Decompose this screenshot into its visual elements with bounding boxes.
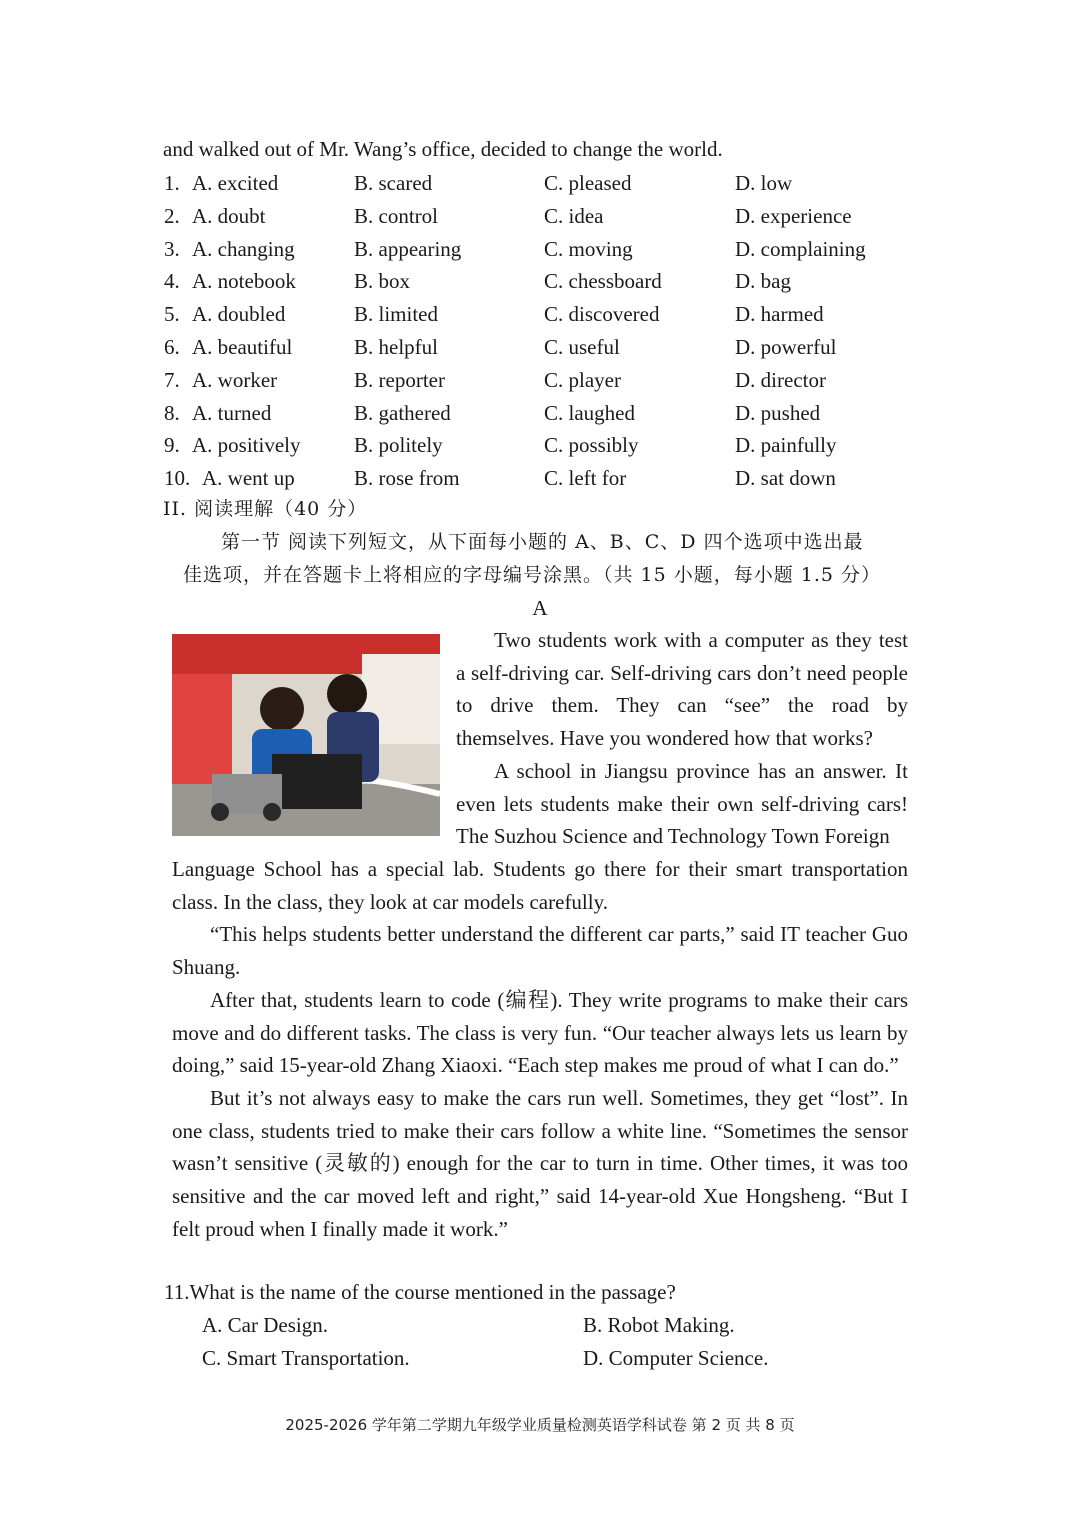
question-11-option-a: A. Car Design.: [202, 1313, 328, 1337]
option-b: B. gathered: [354, 400, 451, 425]
option-c: C. player: [544, 367, 621, 392]
option-a: A. excited: [192, 171, 279, 195]
option-a: A. turned: [192, 400, 272, 425]
option-c: C. discovered: [544, 302, 660, 327]
option-b: B. appearing: [354, 236, 462, 261]
cloze-row: [164, 168, 924, 201]
option-c: C. pleased: [544, 171, 632, 195]
option-a: A. went up: [202, 466, 295, 491]
option-c: C. chessboard: [544, 269, 662, 294]
cloze-number: 10.: [164, 466, 191, 491]
cloze-row: [164, 365, 924, 398]
option-b: B. limited: [354, 302, 438, 327]
cloze-number: 8.: [164, 400, 180, 425]
passage-full-text: [172, 853, 908, 1245]
cloze-number: 5.: [164, 302, 180, 327]
passage-paragraph: But it’s not always easy to make the cars run well. Sometimes, they get “lost”. In one class, students tried to make their cars follow a white line. “Sometimes the sensor wasn’t sensitive (灵敏的) enough for the car to turn in time. Other times, it was too sensitive and the car moved left and right,” said 14-year-old Xue Hongsheng. “But I felt proud when I finally made it work.”: [172, 1085, 908, 1241]
cloze-row: [164, 299, 924, 332]
instructions-line-2: 佳选项，并在答题卡上将相应的字母编号涂黑。（共 15 小题，每小题 1.5 分）: [183, 564, 882, 586]
option-b: B. reporter: [354, 367, 445, 392]
cloze-number: 9.: [164, 433, 180, 458]
cloze-row: [164, 234, 924, 267]
section-title: II. 阅读理解（40 分）: [163, 498, 368, 520]
option-d: D. harmed: [735, 302, 824, 327]
passage-label: A: [532, 596, 548, 620]
option-d: D. bag: [735, 269, 791, 294]
photo-illustration: [172, 634, 440, 836]
option-d: D. painfully: [735, 433, 837, 458]
option-d: D. low: [735, 171, 793, 195]
option-c: C. left for: [544, 466, 627, 491]
question-11-option-c: C. Smart Transportation.: [202, 1346, 410, 1370]
instructions-line-1: 第一节 阅读下列短文，从下面每小题的 A、B、C、D 四个选项中选出最: [221, 531, 864, 553]
option-d: D. complaining: [735, 236, 866, 261]
option-a: A. doubt: [192, 203, 266, 228]
option-d: D. director: [735, 367, 826, 392]
question-11-option-b: B. Robot Making.: [583, 1313, 735, 1337]
option-c: C. idea: [544, 203, 604, 228]
question-11-stem: 11.What is the name of the course mentioned in the passage?: [164, 1280, 676, 1304]
passage-paragraph: Two students work with a computer as they test a self-driving car. Self-driving cars don’t need people to drive them. They can “see” the road by themselves. Have you wondered how that works?: [456, 628, 908, 751]
option-b: B. politely: [354, 433, 443, 458]
option-b: B. box: [354, 269, 411, 294]
passage-side-text: [456, 624, 908, 853]
cloze-row: [164, 266, 924, 299]
option-a: A. positively: [192, 433, 301, 458]
intro-line: and walked out of Mr. Wang’s office, decided to change the world.: [163, 137, 723, 161]
option-c: C. possibly: [544, 433, 639, 458]
cloze-number: 6.: [164, 335, 180, 359]
students-self-driving-car-photo: [172, 634, 440, 836]
option-a: A. beautiful: [192, 335, 293, 359]
question-11-option-d: D. Computer Science.: [583, 1346, 769, 1370]
option-d: D. sat down: [735, 466, 836, 491]
option-c: C. useful: [544, 335, 620, 359]
option-b: B. control: [354, 203, 438, 228]
option-d: D. experience: [735, 203, 852, 228]
option-a: A. changing: [192, 236, 295, 261]
option-b: B. rose from: [354, 466, 460, 491]
passage-paragraph: After that, students learn to code (编程). They write programs to make their cars move and do different tasks. The class is very fun. “Our teacher always lets us learn by doing,” said 15-year-old Zhang Xiaoxi. “Each step makes me proud of what I can do.”: [172, 987, 908, 1078]
passage-paragraph: Language School has a special lab. Students go there for their smart transportation class. In the class, they look at car models carefully.: [172, 857, 908, 914]
option-a: A. worker: [192, 367, 278, 392]
cloze-number: 1.: [164, 171, 180, 195]
option-c: C. moving: [544, 236, 633, 261]
option-a: A. doubled: [192, 302, 286, 327]
option-b: B. helpful: [354, 335, 438, 359]
option-d: D. powerful: [735, 335, 837, 359]
option-a: A. notebook: [192, 269, 296, 294]
option-c: C. laughed: [544, 400, 635, 425]
cloze-row: [164, 463, 924, 496]
cloze-number: 2.: [164, 203, 180, 228]
cloze-row: [164, 430, 924, 463]
cloze-row: [164, 201, 924, 234]
option-b: B. scared: [354, 171, 433, 195]
cloze-number: 7.: [164, 367, 180, 392]
passage-paragraph: “This helps students better understand the different car parts,” said IT teacher Guo Shuang.: [172, 922, 908, 980]
cloze-number: 3.: [164, 236, 180, 261]
cloze-row: [164, 332, 924, 365]
page-footer: 2025-2026 学年第二学期九年级学业质量检测英语学科试卷 第 2 页 共 8 页: [285, 1416, 795, 1434]
passage-paragraph: A school in Jiangsu province has an answer. It even lets students make their own self-driving cars! The Suzhou Science and Technology Town Foreign: [456, 758, 908, 849]
cloze-number: 4.: [164, 269, 180, 294]
cloze-row: [164, 398, 924, 431]
option-d: D. pushed: [735, 400, 821, 425]
